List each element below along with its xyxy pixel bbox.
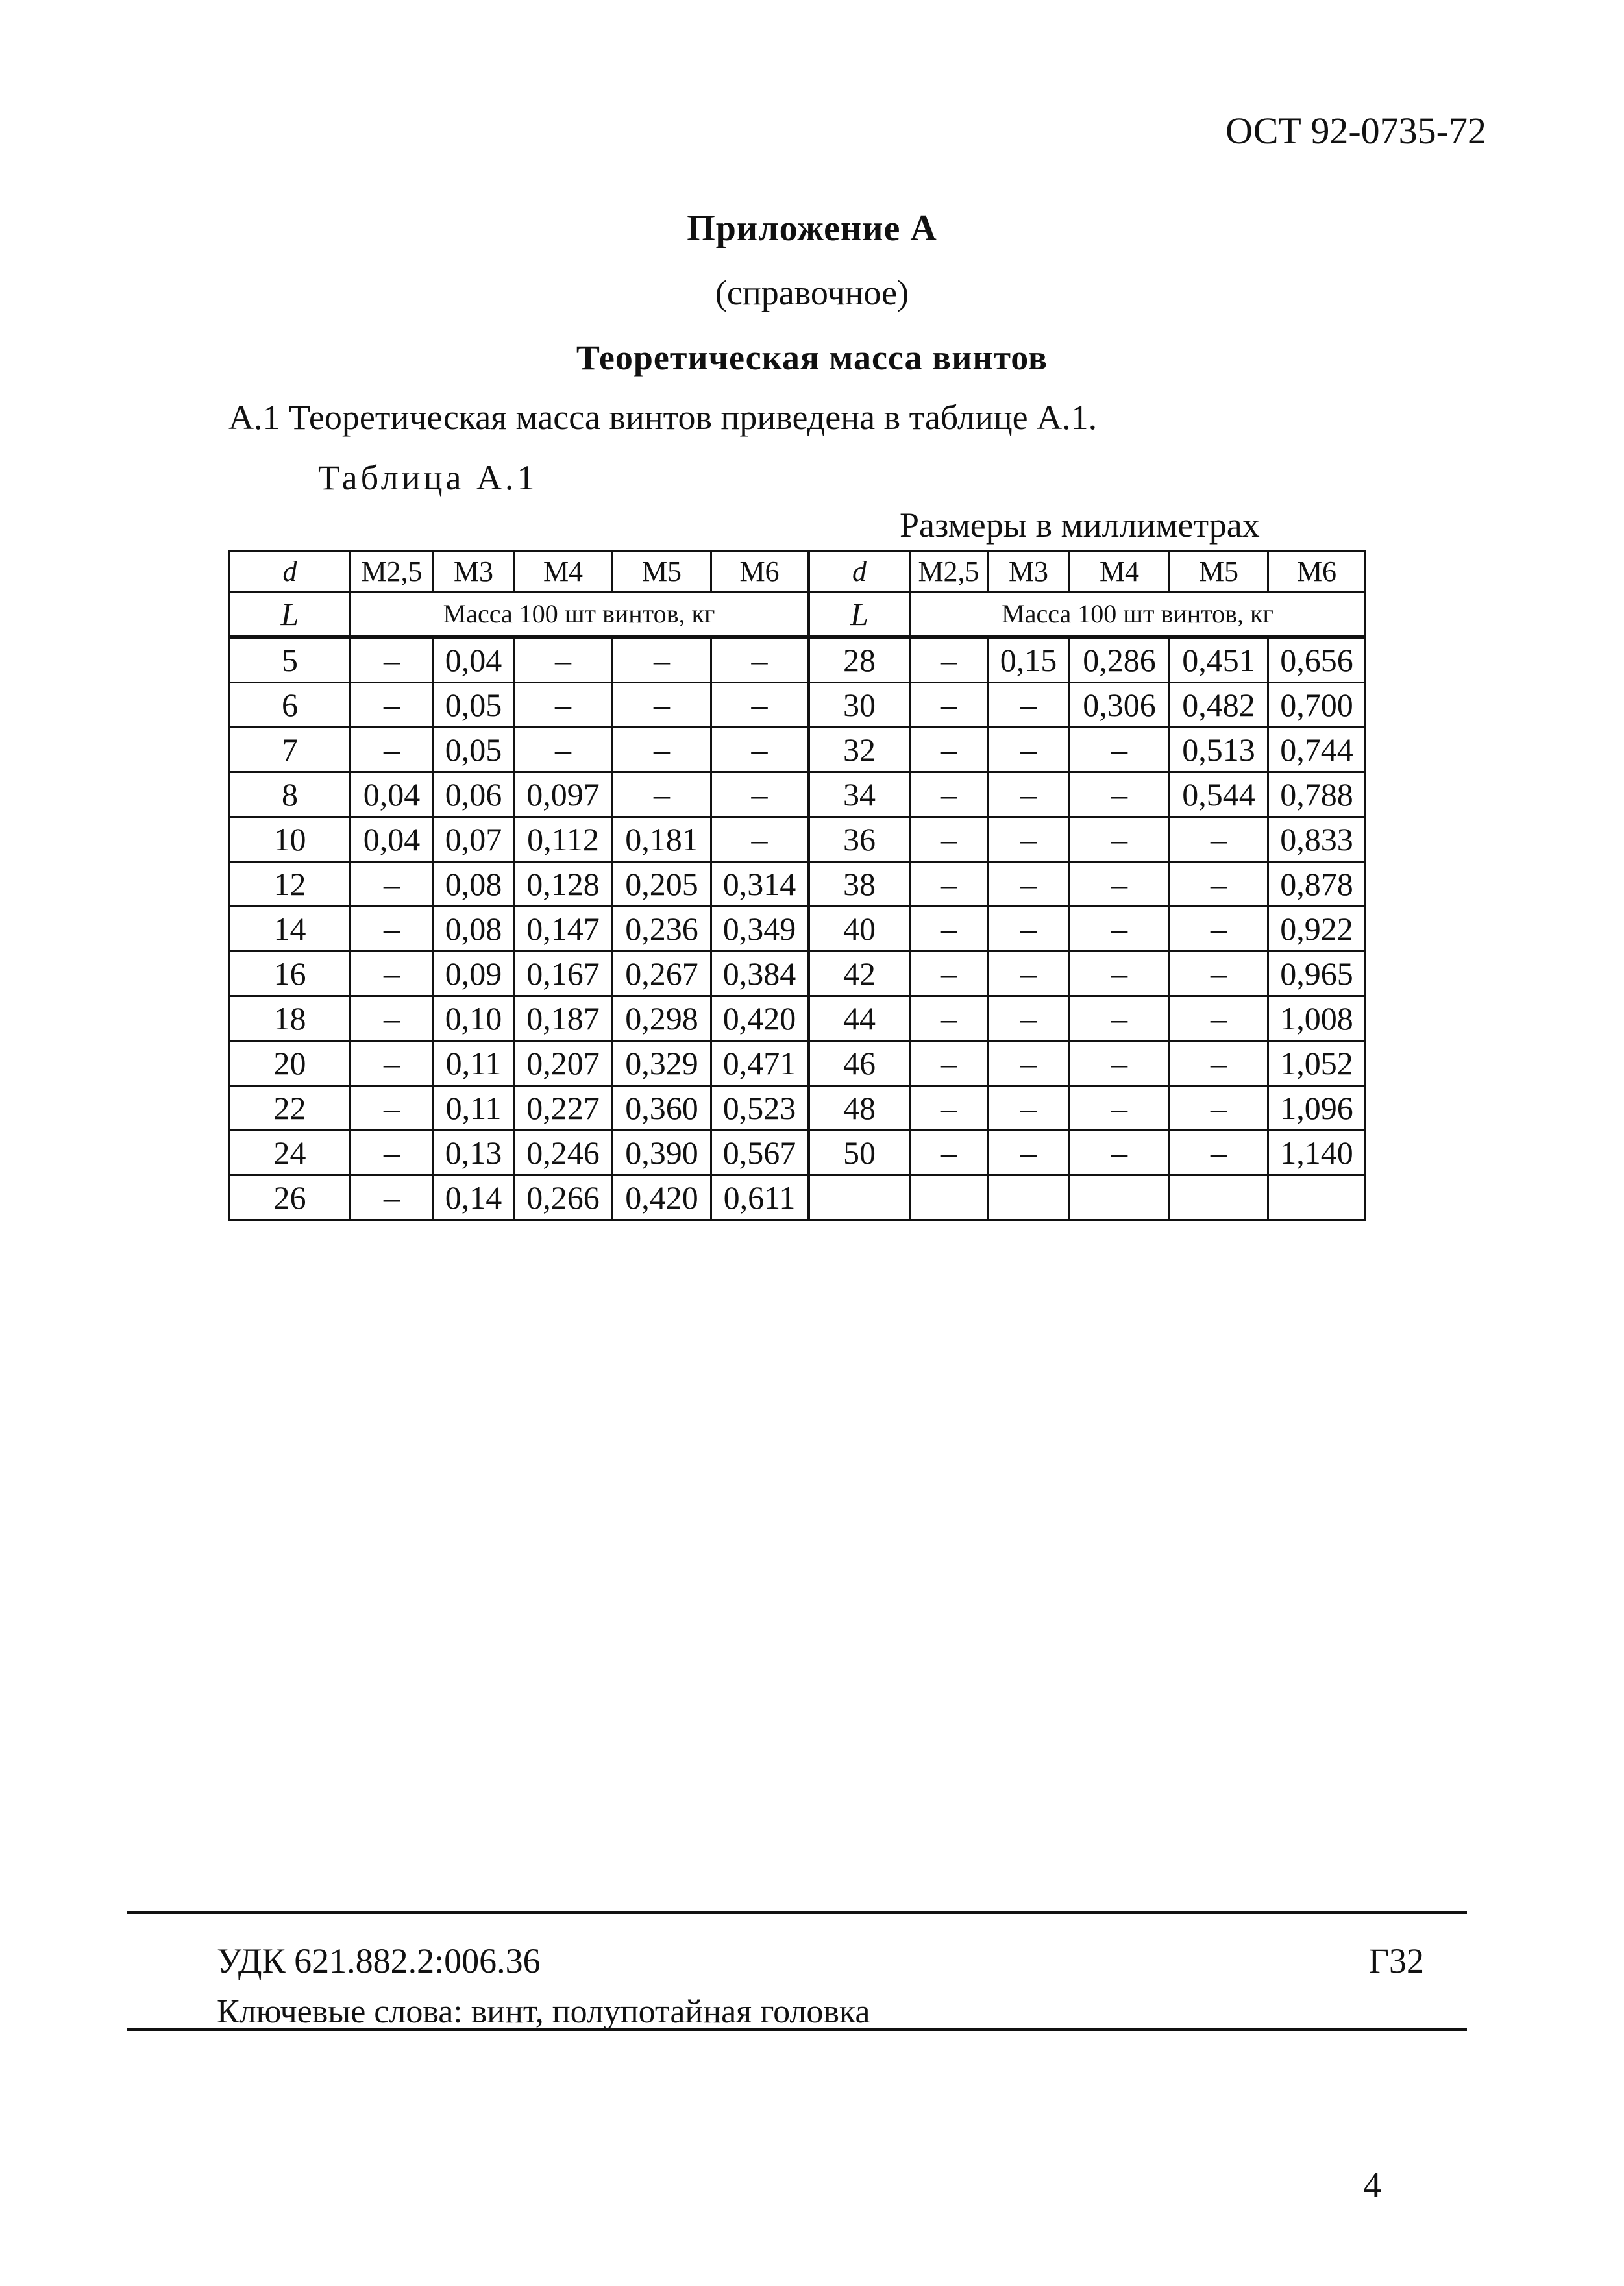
mass-cell: –: [910, 772, 988, 817]
mass-cell: 0,420: [711, 996, 809, 1041]
table-subheader-row: [230, 593, 1366, 637]
mass-cell: 0,544: [1170, 772, 1268, 817]
header-size-left-m5: M5: [613, 552, 711, 593]
footer-top-rule: [127, 1911, 1467, 1914]
header-size-left-m6: M6: [711, 552, 809, 593]
mass-cell: –: [910, 817, 988, 862]
mass-cell: –: [910, 907, 988, 952]
mass-cell: 0,181: [613, 817, 711, 862]
mass-cell: 0,482: [1170, 683, 1268, 728]
mass-cell: –: [711, 683, 809, 728]
mass-cell: –: [351, 637, 434, 683]
appendix-title: Приложение А: [687, 208, 937, 249]
keywords-line: Ключевые слова: винт, полупотайная головка: [217, 1993, 870, 2030]
mass-cell: 0,187: [514, 996, 613, 1041]
mass-cell: 0,236: [613, 907, 711, 952]
table-row: [230, 817, 1366, 862]
mass-cell: 0,878: [1268, 862, 1366, 907]
mass-cell: 0,523: [711, 1086, 809, 1131]
mass-cell: 0,349: [711, 907, 809, 952]
mass-cell: 0,11: [434, 1041, 514, 1086]
mass-cell: –: [910, 1041, 988, 1086]
length-cell: 12: [230, 862, 351, 907]
mass-cell: 0,04: [351, 772, 434, 817]
mass-cell: 0,128: [514, 862, 613, 907]
length-cell: 26: [230, 1175, 351, 1220]
header-size-left-m3: M3: [434, 552, 514, 593]
table-row: [230, 1131, 1366, 1175]
mass-cell: –: [1070, 996, 1170, 1041]
mass-cell: –: [1170, 907, 1268, 952]
mass-cell: 0,205: [613, 862, 711, 907]
mass-cell: 0,14: [434, 1175, 514, 1220]
table-row: [230, 1175, 1366, 1220]
length-cell: 42: [809, 952, 910, 996]
mass-cell: 0,11: [434, 1086, 514, 1131]
mass-cell: –: [988, 907, 1070, 952]
table-row: [230, 952, 1366, 996]
mass-cell: –: [711, 817, 809, 862]
mass-cell: –: [351, 683, 434, 728]
mass-cell: 0,15: [988, 637, 1070, 683]
table-row: [230, 996, 1366, 1041]
length-cell: 34: [809, 772, 910, 817]
document-code: ОСТ 92-0735-72: [1225, 110, 1486, 152]
table-row: [230, 907, 1366, 952]
mass-cell: 0,306: [1070, 683, 1170, 728]
mass-cell: –: [910, 862, 988, 907]
mass-cell: 0,922: [1268, 907, 1366, 952]
length-cell: 16: [230, 952, 351, 996]
mass-cell: 0,513: [1170, 728, 1268, 772]
mass-cell: 0,08: [434, 862, 514, 907]
header-size-left-m25: M2,5: [351, 552, 434, 593]
mass-cell: –: [613, 772, 711, 817]
mass-cell: –: [910, 952, 988, 996]
mass-cell: 0,611: [711, 1175, 809, 1220]
mass-cell: 0,656: [1268, 637, 1366, 683]
mass-cell: –: [1170, 817, 1268, 862]
header-size-right-m5: M5: [1170, 552, 1268, 593]
length-cell: 44: [809, 996, 910, 1041]
table-row: [230, 862, 1366, 907]
intro-paragraph: А.1 Теоретическая масса винтов приведена в таблице А.1.: [228, 398, 1098, 437]
mass-cell: 0,267: [613, 952, 711, 996]
mass-cell: 0,097: [514, 772, 613, 817]
appendix-subtitle: (справочное): [715, 273, 909, 312]
mass-cell: –: [988, 817, 1070, 862]
mass-cell: –: [988, 1086, 1070, 1131]
mass-cell: –: [910, 683, 988, 728]
screw-mass-table: [228, 550, 1366, 1221]
mass-cell: –: [514, 637, 613, 683]
mass-cell: –: [613, 728, 711, 772]
length-cell: 36: [809, 817, 910, 862]
mass-cell: –: [1070, 728, 1170, 772]
length-cell: 18: [230, 996, 351, 1041]
mass-cell: 0,112: [514, 817, 613, 862]
length-cell: 38: [809, 862, 910, 907]
length-cell: 7: [230, 728, 351, 772]
mass-cell: 0,314: [711, 862, 809, 907]
mass-cell: –: [351, 996, 434, 1041]
mass-cell: [988, 1175, 1070, 1220]
mass-cell: –: [1070, 1086, 1170, 1131]
mass-cell: 0,567: [711, 1131, 809, 1175]
mass-cell: 0,298: [613, 996, 711, 1041]
mass-cell: –: [988, 1041, 1070, 1086]
mass-cell: 1,052: [1268, 1041, 1366, 1086]
header-size-right-m6: M6: [1268, 552, 1366, 593]
mass-cell: –: [988, 772, 1070, 817]
mass-cell: 0,167: [514, 952, 613, 996]
mass-cell: –: [1170, 1131, 1268, 1175]
mass-cell: –: [1070, 952, 1170, 996]
mass-cell: –: [1070, 1041, 1170, 1086]
mass-cell: [1070, 1175, 1170, 1220]
table-units-note: Размеры в миллиметрах: [900, 506, 1260, 545]
mass-cell: [1268, 1175, 1366, 1220]
header-mass-label-left: Масса 100 шт винтов, кг: [351, 593, 809, 637]
mass-cell: 0,147: [514, 907, 613, 952]
mass-cell: –: [711, 728, 809, 772]
mass-cell: –: [514, 683, 613, 728]
table-header-row: [230, 552, 1366, 593]
mass-cell: 0,07: [434, 817, 514, 862]
mass-cell: –: [351, 862, 434, 907]
mass-cell: –: [711, 772, 809, 817]
header-l-right: L: [809, 593, 910, 637]
length-cell: 24: [230, 1131, 351, 1175]
mass-cell: 0,09: [434, 952, 514, 996]
mass-cell: –: [988, 996, 1070, 1041]
table-row: [230, 772, 1366, 817]
mass-cell: 0,10: [434, 996, 514, 1041]
mass-cell: –: [910, 1131, 988, 1175]
length-cell: 28: [809, 637, 910, 683]
mass-cell: 0,390: [613, 1131, 711, 1175]
mass-cell: 0,04: [434, 637, 514, 683]
length-cell: 40: [809, 907, 910, 952]
mass-cell: –: [1070, 772, 1170, 817]
mass-cell: 0,266: [514, 1175, 613, 1220]
header-l-left: L: [230, 593, 351, 637]
mass-cell: –: [910, 728, 988, 772]
mass-cell: –: [910, 996, 988, 1041]
length-cell: [809, 1175, 910, 1220]
table-row: [230, 1086, 1366, 1131]
mass-cell: –: [988, 728, 1070, 772]
mass-cell: 0,05: [434, 728, 514, 772]
header-size-right-m25: M2,5: [910, 552, 988, 593]
mass-cell: –: [910, 1086, 988, 1131]
mass-cell: –: [1170, 952, 1268, 996]
mass-cell: –: [351, 1041, 434, 1086]
mass-cell: 0,227: [514, 1086, 613, 1131]
length-cell: 8: [230, 772, 351, 817]
header-size-left-m4: M4: [514, 552, 613, 593]
mass-cell: 0,06: [434, 772, 514, 817]
mass-cell: 0,744: [1268, 728, 1366, 772]
mass-cell: 0,08: [434, 907, 514, 952]
length-cell: 50: [809, 1131, 910, 1175]
mass-cell: 0,05: [434, 683, 514, 728]
mass-cell: –: [351, 1086, 434, 1131]
mass-cell: –: [1070, 817, 1170, 862]
mass-cell: –: [1170, 1086, 1268, 1131]
mass-cell: –: [988, 683, 1070, 728]
mass-cell: –: [1170, 996, 1268, 1041]
mass-cell: –: [910, 637, 988, 683]
mass-cell: 0,451: [1170, 637, 1268, 683]
mass-cell: 0,329: [613, 1041, 711, 1086]
mass-cell: –: [988, 1131, 1070, 1175]
mass-cell: –: [514, 728, 613, 772]
mass-cell: [910, 1175, 988, 1220]
mass-cell: –: [711, 637, 809, 683]
mass-cell: –: [1170, 1041, 1268, 1086]
length-cell: 30: [809, 683, 910, 728]
mass-cell: 1,096: [1268, 1086, 1366, 1131]
mass-cell: 0,420: [613, 1175, 711, 1220]
mass-cell: 1,140: [1268, 1131, 1366, 1175]
header-d-left: d: [230, 552, 351, 593]
mass-cell: 0,833: [1268, 817, 1366, 862]
page-number: 4: [1363, 2165, 1381, 2206]
mass-cell: –: [1170, 862, 1268, 907]
length-cell: 5: [230, 637, 351, 683]
table-row: [230, 637, 1366, 683]
mass-cell: 0,04: [351, 817, 434, 862]
mass-cell: –: [351, 952, 434, 996]
header-mass-label-right: Масса 100 шт винтов, кг: [910, 593, 1366, 637]
length-cell: 20: [230, 1041, 351, 1086]
mass-cell: 0,13: [434, 1131, 514, 1175]
length-cell: 46: [809, 1041, 910, 1086]
mass-cell: –: [988, 952, 1070, 996]
mass-cell: 0,207: [514, 1041, 613, 1086]
mass-cell: –: [351, 1175, 434, 1220]
length-cell: 32: [809, 728, 910, 772]
mass-cell: 1,008: [1268, 996, 1366, 1041]
section-title: Теоретическая масса винтов: [576, 338, 1048, 377]
mass-cell: –: [988, 862, 1070, 907]
header-size-right-m4: M4: [1070, 552, 1170, 593]
classification-code: Г32: [1368, 1941, 1424, 1980]
table-body: [230, 552, 1366, 1220]
mass-cell: –: [613, 637, 711, 683]
mass-cell: 0,360: [613, 1086, 711, 1131]
mass-cell: 0,246: [514, 1131, 613, 1175]
length-cell: 10: [230, 817, 351, 862]
table-caption: Таблица А.1: [318, 458, 538, 497]
mass-cell: [1170, 1175, 1268, 1220]
mass-cell: 0,965: [1268, 952, 1366, 996]
mass-cell: –: [1070, 862, 1170, 907]
mass-cell: 0,700: [1268, 683, 1366, 728]
mass-cell: –: [351, 907, 434, 952]
footer-bottom-rule: [127, 2028, 1467, 2031]
table-row: [230, 683, 1366, 728]
length-cell: 14: [230, 907, 351, 952]
length-cell: 48: [809, 1086, 910, 1131]
mass-cell: –: [1070, 907, 1170, 952]
mass-cell: 0,286: [1070, 637, 1170, 683]
mass-cell: –: [351, 1131, 434, 1175]
mass-cell: 0,384: [711, 952, 809, 996]
mass-cell: 0,471: [711, 1041, 809, 1086]
table-row: [230, 728, 1366, 772]
udc-code: УДК 621.882.2:006.36: [217, 1941, 541, 1980]
mass-cell: –: [613, 683, 711, 728]
header-size-right-m3: M3: [988, 552, 1070, 593]
mass-cell: –: [1070, 1131, 1170, 1175]
table-row: [230, 1041, 1366, 1086]
mass-cell: 0,788: [1268, 772, 1366, 817]
mass-cell: –: [351, 728, 434, 772]
length-cell: 6: [230, 683, 351, 728]
header-d-right: d: [809, 552, 910, 593]
length-cell: 22: [230, 1086, 351, 1131]
